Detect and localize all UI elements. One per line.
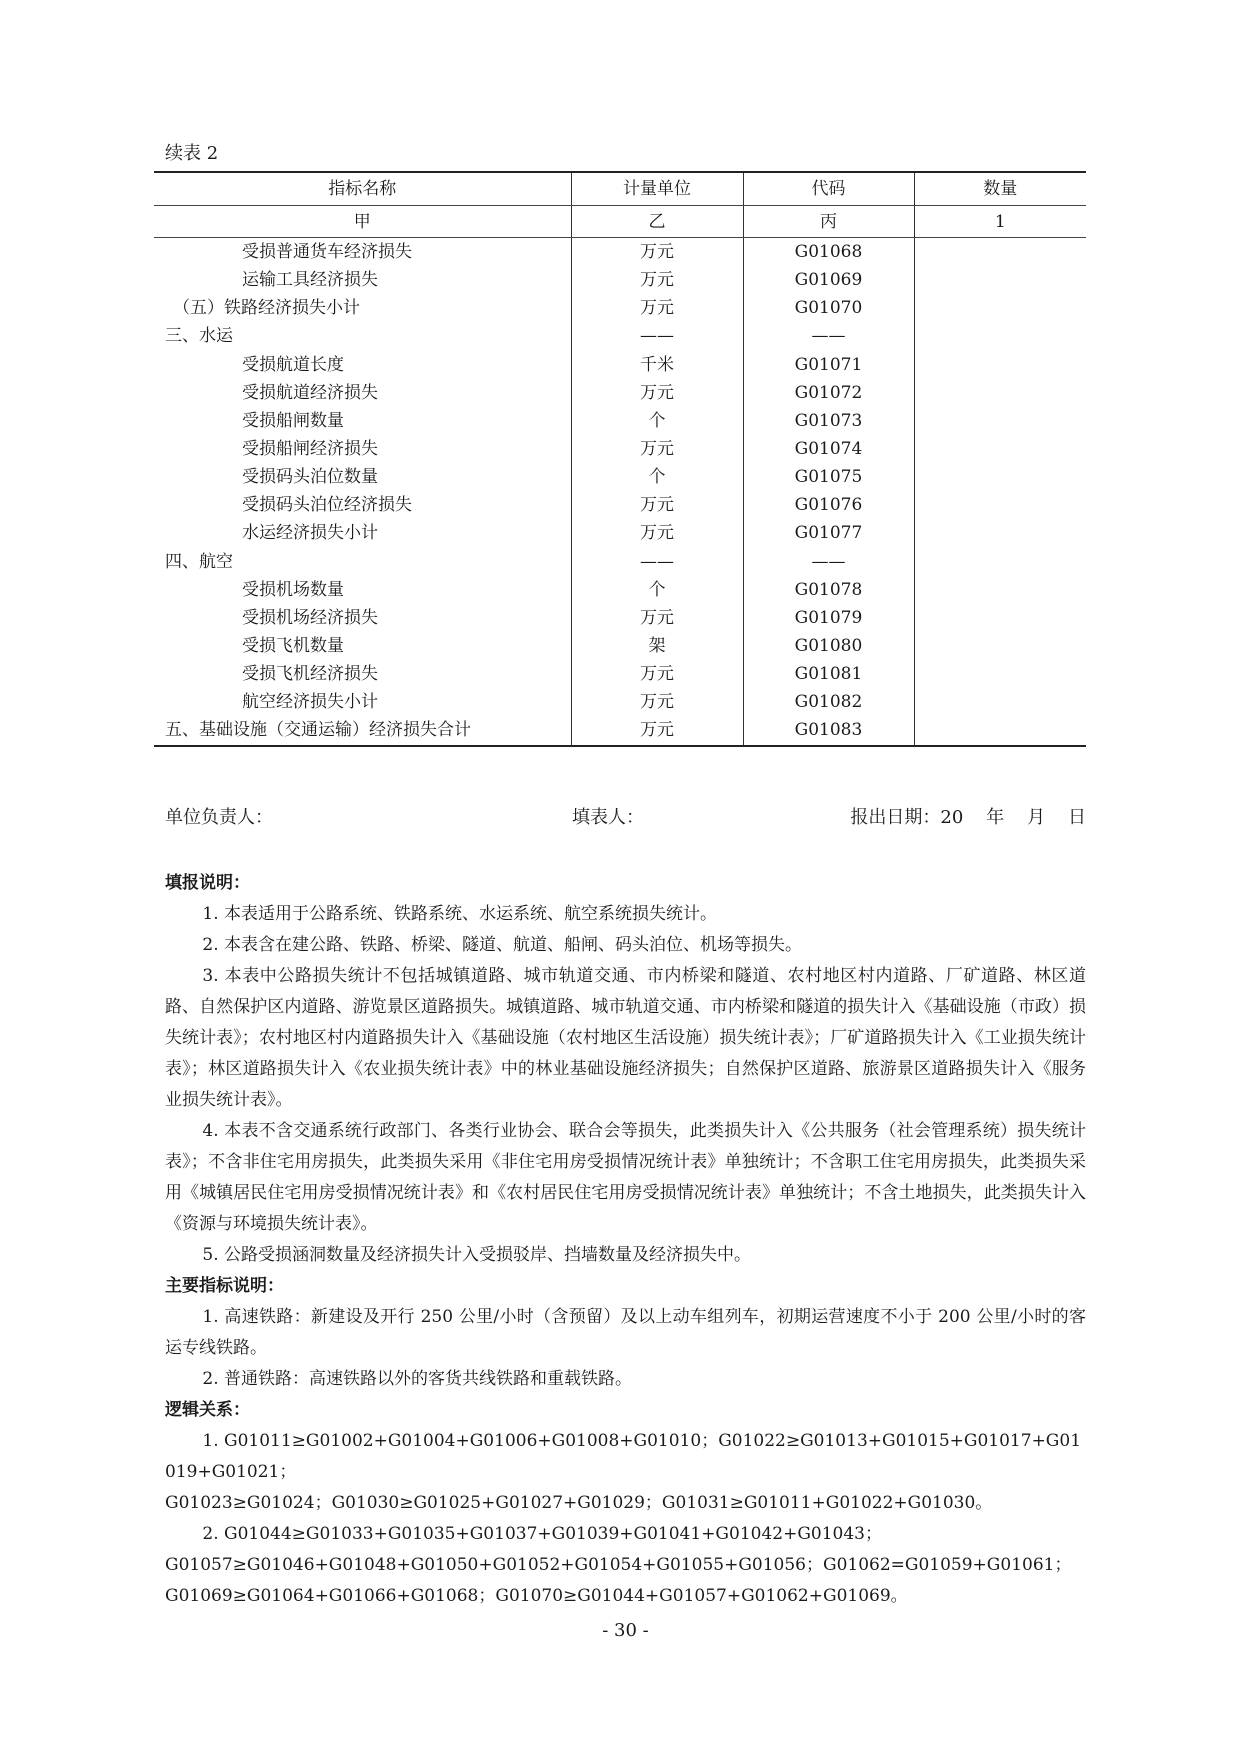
cell-quantity[interactable] <box>914 463 1086 491</box>
table-row <box>154 322 1086 350</box>
cell-quantity[interactable] <box>914 294 1086 322</box>
cell-quantity[interactable] <box>914 435 1086 463</box>
cell-indicator-name: （五）铁路经济损失小计 <box>173 298 360 319</box>
cell-indicator-name: 受损船闸数量 <box>242 410 344 431</box>
cell-indicator-name: 受损航道经济损失 <box>242 382 378 403</box>
cell-code: G01071 <box>743 351 914 379</box>
cell-quantity[interactable] <box>914 407 1086 435</box>
table-header-row <box>154 172 1086 206</box>
cell-quantity[interactable] <box>914 632 1086 660</box>
cell-quantity[interactable] <box>914 322 1086 350</box>
cell-unit: —— <box>571 322 743 350</box>
cell-unit: 千米 <box>571 351 743 379</box>
cell-code: G01074 <box>743 435 914 463</box>
cell-unit: 万元 <box>571 294 743 322</box>
cell-indicator-name: 受损飞机数量 <box>242 636 344 657</box>
header-indicator-name: 指标名称 <box>154 172 571 206</box>
cell-quantity[interactable] <box>914 604 1086 632</box>
footer-filler: 填表人： <box>572 807 644 828</box>
cell-unit: 个 <box>571 463 743 491</box>
table-row <box>154 463 1086 491</box>
header-quantity: 数量 <box>914 172 1086 206</box>
cell-indicator-name: 受损船闸经济损失 <box>242 439 378 460</box>
cell-quantity[interactable] <box>914 576 1086 604</box>
cell-indicator-name: 航空经济损失小计 <box>242 692 378 713</box>
cell-indicator-name: 受损码头泊位数量 <box>242 467 378 488</box>
cell-unit: 个 <box>571 576 743 604</box>
cell-unit: 架 <box>571 632 743 660</box>
subheader-yi: 乙 <box>571 206 743 238</box>
cell-indicator-name: 受损航道长度 <box>242 354 344 375</box>
indicator-notes-heading: 主要指标说明： <box>165 1276 284 1296</box>
cell-code: G01076 <box>743 491 914 519</box>
subheader-number: 1 <box>914 206 1086 238</box>
page-number: - 30 - <box>602 1620 649 1641</box>
subheader-bing: 丙 <box>743 206 914 238</box>
cell-indicator-name: 受损飞机经济损失 <box>242 664 378 685</box>
indicator-notes <box>165 1271 1086 1395</box>
cell-code: —— <box>743 322 914 350</box>
cell-code: G01078 <box>743 576 914 604</box>
cell-unit: 万元 <box>571 435 743 463</box>
table-row <box>154 351 1086 379</box>
cell-code: G01079 <box>743 604 914 632</box>
cell-quantity[interactable] <box>914 238 1086 267</box>
cell-indicator-name: 三、水运 <box>165 326 233 347</box>
cell-unit: 万元 <box>571 266 743 294</box>
logic-line: 2. G01044≥G01033+G01035+G01037+G01039+G01041+G01042+G01043； <box>202 1524 883 1544</box>
cell-quantity[interactable] <box>914 688 1086 716</box>
table-row <box>154 604 1086 632</box>
cell-unit: 万元 <box>571 238 743 267</box>
table-row <box>154 266 1086 294</box>
cell-quantity[interactable] <box>914 266 1086 294</box>
cell-code: G01070 <box>743 294 914 322</box>
table-row <box>154 407 1086 435</box>
header-code: 代码 <box>743 172 914 206</box>
cell-quantity[interactable] <box>914 351 1086 379</box>
logic-relations-heading: 逻辑关系： <box>165 1400 250 1420</box>
fill-instruction-item: 2. 本表含在建公路、铁路、桥梁、隧道、航道、船闸、码头泊位、机场等损失。 <box>202 935 803 955</box>
cell-code: G01072 <box>743 379 914 407</box>
table-row <box>154 548 1086 576</box>
table-row <box>154 435 1086 463</box>
cell-indicator-name: 运输工具经济损失 <box>242 270 378 291</box>
cell-code: G01080 <box>743 632 914 660</box>
fill-instruction-item: 5. 公路受损涵洞数量及经济损失计入受损驳岸、挡墙数量及经济损失中。 <box>202 1245 752 1265</box>
fill-instructions <box>165 868 1086 1271</box>
table-caption: 续表 2 <box>165 143 219 164</box>
fill-instruction-item: 1. 本表适用于公路系统、铁路系统、水运系统、航空系统损失统计。 <box>202 904 718 924</box>
notes-section <box>165 868 1086 1644</box>
cell-indicator-name: 受损机场数量 <box>242 579 344 600</box>
cell-quantity[interactable] <box>914 491 1086 519</box>
cell-indicator-name: 五、基础设施（交通运输）经济损失合计 <box>154 716 571 745</box>
cell-quantity[interactable] <box>914 716 1086 745</box>
table-subheader-row <box>154 206 1086 238</box>
statistics-table <box>154 171 1086 747</box>
indicator-note-item: 2. 普通铁路：高速铁路以外的客货共线铁路和重载铁路。 <box>202 1369 633 1389</box>
cell-indicator-name: 四、航空 <box>165 551 233 572</box>
cell-indicator-name: 受损普通货车经济损失 <box>242 242 412 263</box>
table-row <box>154 632 1086 660</box>
cell-code: G01077 <box>743 519 914 547</box>
cell-code: G01083 <box>743 716 914 745</box>
cell-unit: 万元 <box>571 604 743 632</box>
subheader-jia: 甲 <box>154 206 571 238</box>
header-unit: 计量单位 <box>571 172 743 206</box>
cell-code: G01075 <box>743 463 914 491</box>
cell-indicator-name: 水运经济损失小计 <box>242 523 378 544</box>
table-row <box>154 379 1086 407</box>
cell-unit: 万元 <box>571 716 743 745</box>
cell-unit: 万元 <box>571 660 743 688</box>
footer-report-date: 报出日期：20 年 月 日 <box>850 807 1086 828</box>
cell-quantity[interactable] <box>914 548 1086 576</box>
logic-line: 1. G01011≥G01002+G01004+G01006+G01008+G01010；G01022≥G01013+G01015+G01017+G01019+G01021； <box>165 1431 1082 1482</box>
table-row <box>154 294 1086 322</box>
cell-unit: 万元 <box>571 379 743 407</box>
cell-code: G01073 <box>743 407 914 435</box>
table-row <box>154 688 1086 716</box>
cell-quantity[interactable] <box>914 519 1086 547</box>
cell-unit: 万元 <box>571 519 743 547</box>
cell-unit: 个 <box>571 407 743 435</box>
table-row <box>154 660 1086 688</box>
table-row <box>154 519 1086 547</box>
cell-quantity[interactable] <box>914 379 1086 407</box>
cell-indicator-name: 受损机场经济损失 <box>242 607 378 628</box>
cell-unit: 万元 <box>571 491 743 519</box>
table-row <box>154 716 1086 745</box>
cell-indicator-name: 受损码头泊位经济损失 <box>242 495 412 516</box>
cell-code: G01081 <box>743 660 914 688</box>
table-row <box>154 238 1086 267</box>
cell-unit: 万元 <box>571 688 743 716</box>
cell-code: G01069 <box>743 266 914 294</box>
logic-line: G01023≥G01024；G01030≥G01025+G01027+G01029；G01031≥G01011+G01022+G01030。 <box>165 1493 993 1513</box>
indicator-note-item: 1. 高速铁路：新建设及开行 250 公里/小时（含预留）及以上动车组列车，初期运营速度不小于 200 公里/小时的客运专线铁路。 <box>165 1307 1086 1358</box>
cell-code: —— <box>743 548 914 576</box>
fill-instruction-item: 4. 本表不含交通系统行政部门、各类行业协会、联合会等损失，此类损失计入《公共服务（社会管理系统）损失统计表》；不含非住宅用房损失，此类损失采用《非住宅用房受损情况统计表》单独统计；不含职工住宅用房损失，此类损失采用《城镇居民住宅用房受损情况统计表》和《农村居民住宅用房受损情况统计表》单独统计；不含土地损失，此类损失计入《资源与环境损失统计表》。 <box>165 1121 1086 1234</box>
cell-unit: —— <box>571 548 743 576</box>
fill-instruction-item: 3. 本表中公路损失统计不包括城镇道路、城市轨道交通、市内桥梁和隧道、农村地区村内道路、厂矿道路、林区道路、自然保护区内道路、游览景区道路损失。城镇道路、城市轨道交通、市内桥梁和隧道的损失计入《基础设施（市政）损失统计表》；农村地区村内道路损失计入《基础设施（农村地区生活设施）损失统计表》；厂矿道路损失计入《工业损失统计表》；林区道路损失计入《农业损失统计表》中的林业基础设施经济损失；自然保护区道路、旅游景区道路损失计入《服务业损失统计表》。 <box>165 966 1086 1110</box>
cell-code: G01082 <box>743 688 914 716</box>
logic-line: G01057≥G01046+G01048+G01050+G01052+G01054+G01055+G01056；G01062=G01059+G01061； <box>165 1555 1072 1575</box>
logic-relations <box>165 1395 1086 1612</box>
cell-quantity[interactable] <box>914 660 1086 688</box>
cell-code: G01068 <box>743 238 914 267</box>
table-row <box>154 576 1086 604</box>
footer-responsible: 单位负责人： <box>165 807 273 828</box>
table-row <box>154 491 1086 519</box>
logic-line: G01069≥G01064+G01066+G01068；G01070≥G01044+G01057+G01062+G01069。 <box>165 1586 908 1606</box>
fill-instructions-heading: 填报说明： <box>165 873 250 893</box>
